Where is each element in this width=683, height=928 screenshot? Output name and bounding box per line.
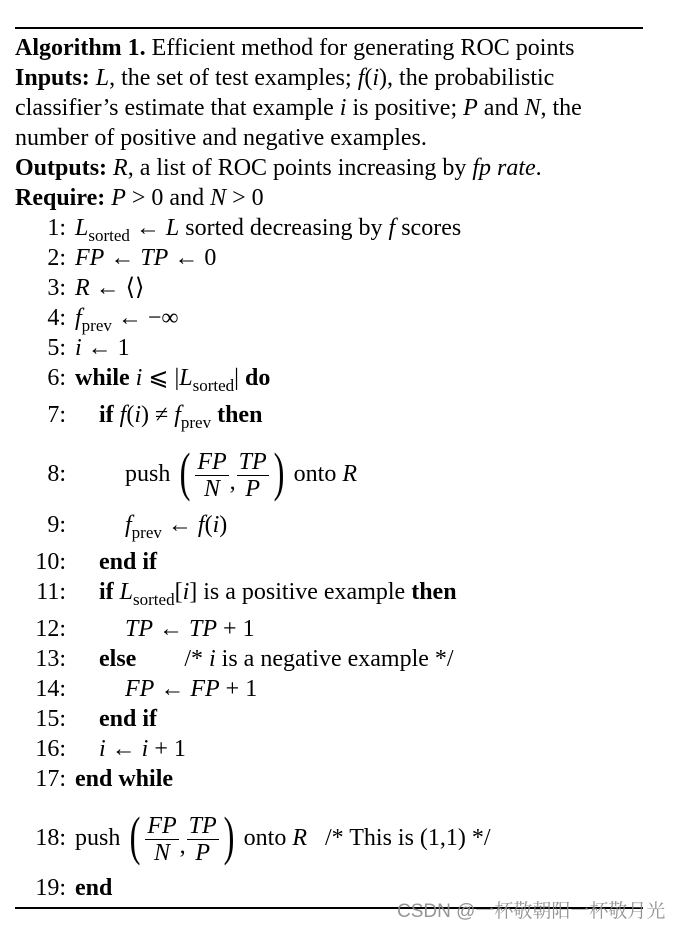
header-line — [15, 63, 554, 93]
text: scores — [395, 215, 462, 241]
header-line — [15, 123, 427, 153]
fraction — [187, 813, 219, 866]
text: onto — [237, 825, 293, 851]
text: + 1 — [217, 616, 255, 642]
math-var: f — [197, 512, 205, 538]
algorithm-line — [125, 614, 255, 644]
line-number: 8: — [47, 461, 66, 487]
text: , the — [540, 95, 582, 121]
keyword: Require: — [15, 185, 106, 211]
math-var: f — [119, 402, 127, 428]
header-line — [15, 93, 582, 123]
line-number: 1: — [47, 215, 66, 241]
line-number: 9: — [47, 512, 66, 538]
math-var: P — [111, 185, 126, 211]
keyword: end if — [99, 706, 158, 732]
text: ← 1 — [81, 335, 130, 361]
math-var: L — [179, 365, 193, 391]
line-number: 12: — [35, 616, 66, 642]
math-var: i — [134, 402, 142, 428]
algorithm-line — [75, 273, 144, 303]
comma: , — [179, 833, 186, 859]
keyword: end while — [75, 766, 174, 792]
text: ← — [154, 676, 191, 702]
text: , a list of ROC points increasing by — [127, 155, 473, 181]
text: /* — [136, 646, 209, 672]
math-var: f — [174, 402, 181, 428]
fraction — [195, 449, 228, 502]
algorithm-line — [99, 644, 454, 674]
keyword: do — [244, 365, 271, 391]
text: , the set of test examples; — [109, 65, 358, 91]
numerator: TP — [188, 812, 217, 839]
line-number: 2: — [47, 245, 66, 271]
line-number: 16: — [35, 736, 66, 762]
keyword: then — [411, 579, 457, 605]
text: > 0 and — [125, 185, 211, 211]
subscript: sorted — [88, 226, 130, 245]
keyword: if — [99, 579, 120, 605]
math-var: L — [95, 65, 110, 91]
subscript: sorted — [133, 590, 175, 609]
line-number: 19: — [35, 875, 66, 901]
math-var: f — [75, 305, 82, 331]
text: push — [75, 825, 127, 851]
math-var: TP — [125, 616, 154, 642]
line-number: 7: — [47, 402, 66, 428]
algorithm-line — [99, 704, 157, 734]
algorithm-line — [99, 547, 157, 577]
math-var: P — [463, 95, 478, 121]
text: ← — [129, 215, 166, 241]
text: Efficient method for generating ROC points — [145, 35, 575, 61]
text: ← — [153, 616, 190, 642]
math-var: i — [182, 579, 190, 605]
text: is a negative example */ — [215, 646, 454, 672]
text: ( — [126, 402, 135, 428]
text: ( — [204, 512, 213, 538]
algorithm-line — [75, 808, 491, 868]
algorithm-line — [99, 577, 457, 607]
text: /* This is (1,1) */ — [307, 825, 491, 851]
text: is positive; — [346, 95, 464, 121]
text: push — [125, 461, 177, 487]
math-var: L — [119, 579, 134, 605]
left-paren: ( — [129, 806, 141, 867]
text: + 1 — [219, 676, 258, 702]
math-var: FP — [190, 676, 220, 702]
text: onto — [287, 461, 343, 487]
text: ← — [161, 512, 198, 538]
keyword: end — [75, 875, 113, 901]
text: ), the probabilistic — [379, 65, 555, 91]
math-var: i — [339, 95, 347, 121]
text: number of positive and negative examples. — [15, 125, 427, 151]
text: + 1 — [148, 736, 186, 762]
text: ← −∞ — [111, 305, 179, 331]
math-var: i — [141, 736, 149, 762]
text: ← ⟨⟩ — [89, 275, 145, 301]
keyword: end if — [99, 549, 158, 575]
subscript: prev — [131, 523, 162, 542]
right-paren: ) — [273, 442, 285, 503]
text: > 0 — [226, 185, 264, 211]
math-var: TP — [189, 616, 218, 642]
keyword: while — [75, 365, 136, 391]
math-var: i — [208, 646, 216, 672]
algorithm-line — [75, 764, 173, 794]
math-var: FP — [125, 676, 155, 702]
subscript: prev — [180, 413, 212, 432]
text: sorted decreasing by — [179, 215, 389, 241]
math-var: i — [372, 65, 380, 91]
math-var: fp rate — [472, 155, 536, 181]
text: and — [477, 95, 525, 121]
line-number: 5: — [47, 335, 66, 361]
line-number: 6: — [47, 365, 66, 391]
line-number: 10: — [35, 549, 66, 575]
line-number: 4: — [47, 305, 66, 331]
fraction-pair — [176, 442, 287, 503]
algorithm-line — [75, 363, 270, 393]
keyword: if — [99, 402, 120, 428]
math-var: i — [99, 736, 106, 762]
math-var: N — [524, 95, 541, 121]
line-number: 13: — [35, 646, 66, 672]
math-var: R — [292, 825, 307, 851]
text: ← 0 — [168, 245, 217, 271]
right-paren: ) — [223, 806, 235, 867]
text: ⩽ | — [142, 365, 180, 391]
algorithm-line — [75, 873, 112, 903]
text: ] is a positive example — [189, 579, 412, 605]
text: | — [234, 365, 245, 391]
subscript: sorted — [192, 376, 235, 395]
keyword: Inputs: — [15, 65, 90, 91]
algorithm-line — [75, 303, 179, 333]
math-var: FP — [75, 245, 105, 271]
text: ← — [104, 245, 141, 271]
math-var: R — [75, 275, 90, 301]
header-line — [15, 183, 264, 213]
keyword: Outputs: — [15, 155, 108, 181]
numerator: FP — [147, 812, 177, 839]
numerator: TP — [238, 448, 267, 475]
algorithm-line — [75, 213, 461, 243]
math-var: i — [212, 512, 220, 538]
text: ( — [364, 65, 373, 91]
denominator: P — [195, 839, 210, 866]
left-paren: ( — [179, 442, 191, 503]
math-var: f — [125, 512, 132, 538]
comma: , — [229, 469, 236, 495]
fraction — [237, 449, 269, 502]
text: [ — [174, 579, 183, 605]
watermark: CSDN @一杯敬朝阳一杯敬月光 — [397, 901, 666, 922]
header-line — [15, 33, 574, 63]
keyword: else — [99, 646, 137, 672]
denominator: N — [203, 475, 220, 502]
math-var: R — [342, 461, 357, 487]
text: classifier’s estimate that example — [15, 95, 340, 121]
line-number: 15: — [35, 706, 66, 732]
numerator: FP — [197, 448, 227, 475]
header-line — [15, 153, 542, 183]
math-var: f — [388, 215, 396, 241]
text: ) — [219, 512, 228, 538]
line-number: 18: — [35, 825, 66, 851]
algorithm-line — [99, 734, 186, 764]
line-number: 3: — [47, 275, 66, 301]
denominator: P — [245, 475, 260, 502]
algorithm-line — [125, 444, 357, 504]
math-var: f — [357, 65, 365, 91]
fraction-pair — [126, 806, 237, 867]
algorithm-line — [125, 510, 227, 540]
top-rule — [15, 27, 643, 29]
subscript: prev — [81, 316, 112, 335]
text: ) ≠ — [141, 402, 175, 428]
math-var: TP — [140, 245, 169, 271]
line-number: 17: — [35, 766, 66, 792]
text: . — [535, 155, 542, 181]
line-number: 11: — [36, 579, 66, 605]
algorithm-line — [99, 400, 262, 430]
line-number: 14: — [35, 676, 66, 702]
math-var: i — [75, 335, 82, 361]
text: ← — [105, 736, 142, 762]
math-var: R — [113, 155, 128, 181]
math-var: L — [165, 215, 180, 241]
math-var: i — [135, 365, 143, 391]
math-var: L — [75, 215, 89, 241]
math-var: N — [210, 185, 227, 211]
fraction — [145, 813, 178, 866]
algorithm-line — [125, 674, 257, 704]
keyword: then — [211, 402, 263, 428]
denominator: N — [153, 839, 170, 866]
algorithm-line — [75, 243, 216, 273]
algorithm-line — [75, 333, 130, 363]
keyword: Algorithm 1. — [15, 35, 146, 61]
